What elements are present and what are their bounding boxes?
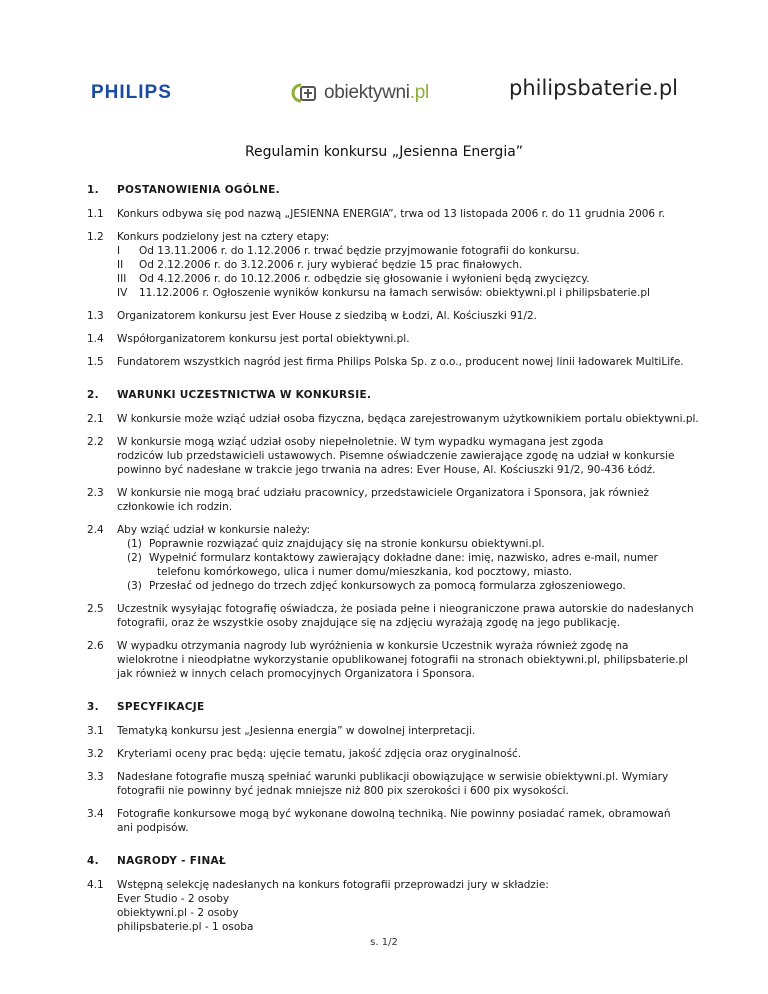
clause-line: Współorganizatorem konkursu jest portal obiektywni.pl. bbox=[117, 333, 410, 345]
section-title: WARUNKI UCZESTNICTWA W KONKURSIE. bbox=[117, 389, 372, 401]
clause-body bbox=[117, 523, 687, 593]
section-number: 1. bbox=[87, 184, 99, 196]
step-marker: (3) bbox=[127, 580, 142, 592]
section-title: NAGRODY - FINAŁ bbox=[117, 855, 227, 867]
stage-text: Od 13.11.2006 r. do 1.12.2006 r. trwać będzie przyjmowanie fotografii do konkursu. bbox=[139, 245, 580, 257]
step-body bbox=[149, 579, 626, 593]
clause-number: 3.3 bbox=[87, 771, 104, 783]
clause-body bbox=[117, 230, 687, 300]
clause-line: Fotografie konkursowe mogą być wykonane dowolną techniką. Nie powinny posiadać ramek, obramowań bbox=[117, 808, 671, 820]
clause-line: członkowie ich rodzin. bbox=[117, 501, 233, 513]
clause-number: 2.6 bbox=[87, 640, 104, 652]
clause-line: fotografii, oraz że wszystkie osoby znajdujące się na zdjęciu wyrażają zgodę na jego publikację. bbox=[117, 617, 621, 629]
clause-number: 4.1 bbox=[87, 879, 104, 891]
section-title: POSTANOWIENIA OGÓLNE. bbox=[117, 184, 280, 196]
section-number: 4. bbox=[87, 855, 99, 867]
clause bbox=[87, 770, 687, 798]
stage-numeral: IV bbox=[117, 287, 128, 299]
clause-number: 2.5 bbox=[87, 603, 104, 615]
section-number: 2. bbox=[87, 389, 99, 401]
clause-line: Aby wziąć udział w konkursie należy: bbox=[117, 524, 311, 536]
clause bbox=[87, 878, 687, 934]
clause-line: Wstępną selekcję nadesłanych na konkurs fotografii przeprowadzi jury w składzie: bbox=[117, 879, 549, 891]
stage-text: 11.12.2006 r. Ogłoszenie wyników konkursu na łamach serwisów: obiektywni.pl i philipsbaterie.pl bbox=[139, 287, 650, 299]
clause-line: jak również w innych celach promocyjnych Organizatora i Sponsora. bbox=[117, 668, 475, 680]
clause-line: W konkursie mogą wziąć udział osoby niepełnoletnie. W tym wypadku wymagana jest zgoda bbox=[117, 436, 604, 448]
step-item bbox=[127, 551, 687, 579]
obiektywni-logo-text: obiektywni bbox=[324, 82, 410, 103]
clause-line: W wypadku otrzymania nagrody lub wyróżnienia w konkursie Uczestnik wyraża również zgodę na bbox=[117, 640, 629, 652]
clause-body bbox=[117, 807, 687, 835]
clause-body bbox=[117, 412, 699, 426]
clause bbox=[87, 602, 694, 630]
clause-line: Konkurs odbywa się pod nazwą „JESIENNA ENERGIA”, trwa od 13 listopada 2006 r. do 11 grudnia 2006 r. bbox=[117, 208, 666, 220]
stage-text: Od 2.12.2006 r. do 3.12.2006 r. jury wybierać będzie 15 prac finałowych. bbox=[139, 259, 523, 271]
steps-list bbox=[117, 537, 687, 593]
clause bbox=[87, 747, 687, 761]
clause-body bbox=[117, 747, 687, 761]
stage-numeral: III bbox=[117, 273, 127, 285]
stage-item bbox=[117, 244, 687, 258]
clause-body bbox=[117, 207, 687, 221]
page-header bbox=[0, 74, 768, 114]
clause-line: powinno być nadesłane w trakcie jego trwania na adres: Ever House, Al. Kościuszki 91/2, 90-436 Łódź. bbox=[117, 464, 656, 476]
clause-body bbox=[117, 309, 687, 323]
stage-item bbox=[117, 286, 687, 300]
step-line: Wypełnić formularz kontaktowy zawierający dokładne dane: imię, nazwisko, adres e-mail, numer bbox=[149, 552, 658, 564]
obiektywni-logo bbox=[291, 80, 429, 106]
section-heading bbox=[87, 700, 687, 714]
section-title: SPECYFIKACJE bbox=[117, 701, 205, 713]
step-body bbox=[149, 551, 658, 579]
clause-line: wielokrotne i nieodpłatne wykorzystanie opublikowanej fotografii na stronach obiektywni.pl, philipsbaterie.pl bbox=[117, 654, 689, 666]
section bbox=[87, 183, 687, 369]
clause bbox=[87, 309, 687, 323]
clause bbox=[87, 724, 687, 738]
step-line: Poprawnie rozwiązać quiz znajdujący się na stronie konkursu obiektywni.pl. bbox=[149, 538, 545, 550]
step-line: telefonu komórkowego, ulica i numer domu/mieszkania, kod pocztowy, miasto. bbox=[157, 566, 573, 578]
clause-number: 1.4 bbox=[87, 333, 104, 345]
clause-line: Uczestnik wysyłając fotografię oświadcza, że posiada pełne i nieograniczone prawa autorskie do nadesłanych bbox=[117, 603, 694, 615]
obiektywni-logo-icon bbox=[291, 82, 321, 104]
clause-line: W konkursie nie mogą brać udziału pracownicy, przedstawiciele Organizatora i Sponsora, jak również bbox=[117, 487, 650, 499]
clause-number: 1.3 bbox=[87, 310, 104, 322]
clause-body bbox=[117, 332, 687, 346]
step-line: Przesłać od jednego do trzech zdjęć konkursowych za pomocą formularza zgłoszeniowego. bbox=[149, 580, 626, 592]
section-gap bbox=[87, 378, 687, 388]
clause-line: W konkursie może wziąć udział osoba fizyczna, będąca zarejestrowanym użytkownikiem portalu obiektywni.pl. bbox=[117, 413, 699, 425]
section-heading bbox=[87, 183, 687, 197]
clause-body bbox=[117, 770, 687, 798]
clause-number: 2.3 bbox=[87, 487, 104, 499]
clause-line: Konkurs podzielony jest na cztery etapy: bbox=[117, 231, 330, 243]
clause-number: 3.4 bbox=[87, 808, 104, 820]
stage-text: Od 4.12.2006 r. do 10.12.2006 r. odbędzie się głosowanie i wyłonieni będą zwycięzcy. bbox=[139, 273, 590, 285]
clause-line: fotografii nie powinny być jednak mniejsze niż 800 pix szerokości i 600 pix wysokości. bbox=[117, 785, 569, 797]
clause-line: Nadesłane fotografie muszą spełniać warunki publikacji obowiązujące w serwisie obiektywni.pl. Wymiary bbox=[117, 771, 669, 783]
clause bbox=[87, 435, 687, 477]
clause-line: rodziców lub przedstawicieli ustawowych. Pisemne oświadczenie zawierające zgodę na udział w konkursie bbox=[117, 450, 675, 462]
section bbox=[87, 700, 687, 835]
stage-item bbox=[117, 258, 687, 272]
stage-numeral: II bbox=[117, 259, 124, 271]
section-heading bbox=[87, 854, 687, 868]
clause-line: ani podpisów. bbox=[117, 822, 189, 834]
section bbox=[87, 854, 687, 934]
clause bbox=[87, 207, 687, 221]
section bbox=[87, 388, 699, 681]
clause-number: 1.5 bbox=[87, 356, 104, 368]
obiektywni-logo-suffix: .pl bbox=[409, 82, 429, 103]
regulations-body bbox=[87, 183, 699, 943]
clause-body bbox=[117, 435, 687, 477]
philips-logo: PHILIPS bbox=[91, 82, 172, 103]
section-gap bbox=[87, 844, 687, 854]
document-title: Regulamin konkursu „Jesienna Energia” bbox=[244, 144, 524, 160]
clause-body bbox=[117, 878, 687, 934]
site-name: philipsbaterie.pl bbox=[509, 76, 678, 100]
clause-line: Organizatorem konkursu jest Ever House z siedzibą w Łodzi, Al. Kościuszki 91/2. bbox=[117, 310, 538, 322]
clause bbox=[87, 523, 687, 593]
clause-number: 1.2 bbox=[87, 231, 104, 243]
clause bbox=[87, 332, 687, 346]
clause-line: Tematyką konkursu jest „Jesienna energia” w dowolnej interpretacji. bbox=[117, 725, 476, 737]
clause-number: 2.2 bbox=[87, 436, 104, 448]
clause bbox=[87, 355, 687, 369]
step-marker: (1) bbox=[127, 538, 142, 550]
clause-body bbox=[117, 602, 694, 630]
clause-line: philipsbaterie.pl - 1 osoba bbox=[117, 921, 254, 933]
section-heading bbox=[87, 388, 687, 402]
clause-line: Ever Studio - 2 osoby bbox=[117, 893, 230, 905]
section-number: 3. bbox=[87, 701, 99, 713]
clause bbox=[87, 230, 687, 300]
clause-body bbox=[117, 639, 688, 681]
clause-line: obiektywni.pl - 2 osoby bbox=[117, 907, 239, 919]
clause-body bbox=[117, 355, 687, 369]
clause-number: 2.4 bbox=[87, 524, 104, 536]
section-gap bbox=[87, 690, 687, 700]
clause-number: 2.1 bbox=[87, 413, 104, 425]
clause-body bbox=[117, 724, 687, 738]
step-item bbox=[127, 537, 687, 551]
clause bbox=[87, 639, 687, 681]
clause-line: Kryteriami oceny prac będą: ujęcie tematu, jakość zdjęcia oraz oryginalność. bbox=[117, 748, 522, 760]
clause bbox=[87, 412, 699, 426]
page-number: s. 1/2 bbox=[370, 937, 398, 948]
clause-number: 3.1 bbox=[87, 725, 104, 737]
stage-numeral: I bbox=[117, 245, 121, 257]
clause-number: 1.1 bbox=[87, 208, 104, 220]
step-item bbox=[127, 579, 687, 593]
clause-body bbox=[117, 486, 687, 514]
clause bbox=[87, 486, 687, 514]
step-marker: (2) bbox=[127, 552, 142, 564]
stage-item bbox=[117, 272, 687, 286]
clause bbox=[87, 807, 687, 835]
clause-number: 3.2 bbox=[87, 748, 104, 760]
clause-line: Fundatorem wszystkich nagród jest firma Philips Polska Sp. z o.o., producent nowej linii ładowarek MultiLife. bbox=[117, 356, 684, 368]
step-body bbox=[149, 537, 545, 551]
